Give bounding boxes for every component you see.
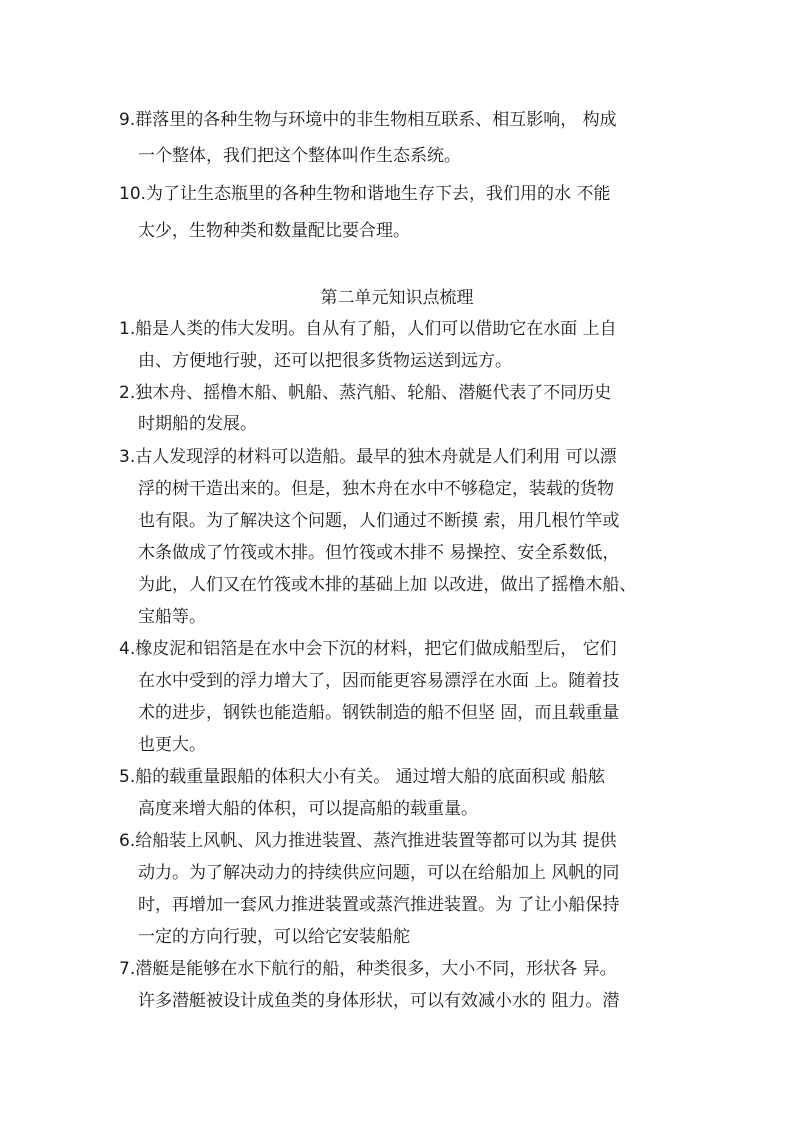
- section-title: 第二单元知识点梳理: [320, 288, 474, 308]
- item-9-line-2: 一个整体，我们把这个整体叫作生态系统。: [138, 146, 461, 166]
- item-3-line-5: 为此，人们又在竹筏或木排的基础上加 以改进，做出了摇橹木船、: [138, 575, 637, 595]
- item-7-line-1: 7.潜艇是能够在水下航行的船，种类很多，大小不同，形状各 异。: [119, 959, 617, 979]
- item-3-line-2: 浮的树干造出来的。但是，独木舟在水中不够稳定，装载的货物: [138, 479, 614, 499]
- item-3-line-4: 木条做成了竹筏或木排。但竹筏或木排不 易操控、安全系数低，: [138, 543, 620, 563]
- item-10-line-1: 10.为了让生态瓶里的各种生物和谐地生存下去，我们用的水 不能: [119, 184, 611, 204]
- item-1-line-2: 由、方便地行驶，还可以把很多货物运送到远方。: [138, 351, 512, 371]
- item-1-line-1: 1.船是人类的伟大发明。自从有了船，人们可以借助它在水面 上自: [119, 319, 617, 339]
- item-4-line-2: 在水中受到的浮力增大了，因而能更容易漂浮在水面 上。随着技: [138, 671, 620, 691]
- item-10-line-2: 太少，生物种类和数量配比要合理。: [138, 221, 410, 241]
- item-3-line-1: 3.古人发现浮的材料可以造船。最早的独木舟就是人们利用 可以漂: [119, 447, 617, 467]
- item-3-line-6: 宝船等。: [138, 607, 206, 627]
- item-6-line-1: 6.给船装上风帆、风力推进装置、蒸汽推进装置等都可以为其 提供: [119, 831, 617, 851]
- item-5-line-2: 高度来增大船的体积，可以提高船的载重量。: [138, 799, 478, 819]
- item-2-line-2: 时期船的发展。: [138, 414, 257, 434]
- item-6-line-4: 一定的方向行驶，可以给它安装船舵: [138, 927, 410, 947]
- item-6-line-2: 动力。为了解决动力的持续供应问题，可以在给船加上 风帆的同: [138, 863, 620, 883]
- item-2-line-1: 2.独木舟、摇橹木船、帆船、蒸汽船、轮船、潜艇代表了不同历史: [119, 383, 612, 403]
- item-6-line-3: 时，再增加一套风力推进装置或蒸汽推进装置。为 了让小船保持: [138, 895, 620, 915]
- item-9-line-1: 9.群落里的各种生物与环境中的非生物相互联系、相互影响， 构成: [119, 110, 617, 130]
- item-3-line-3: 也有限。为了解决这个问题，人们通过不断摸 索，用几根竹竿或: [138, 511, 620, 531]
- item-7-line-2: 许多潜艇被设计成鱼类的身体形状，可以有效减小水的 阻力。潜: [138, 991, 620, 1011]
- item-4-line-4: 也更大。: [138, 735, 206, 755]
- item-4-line-1: 4.橡皮泥和铝箔是在水中会下沉的材料，把它们做成船型后， 它们: [119, 639, 617, 659]
- item-4-line-3: 术的进步，钢铁也能造船。钢铁制造的船不但坚 固，而且载重量: [138, 703, 620, 723]
- item-5-line-1: 5.船的载重量跟船的体积大小有关。 通过增大船的底面积或 船舷: [119, 767, 606, 787]
